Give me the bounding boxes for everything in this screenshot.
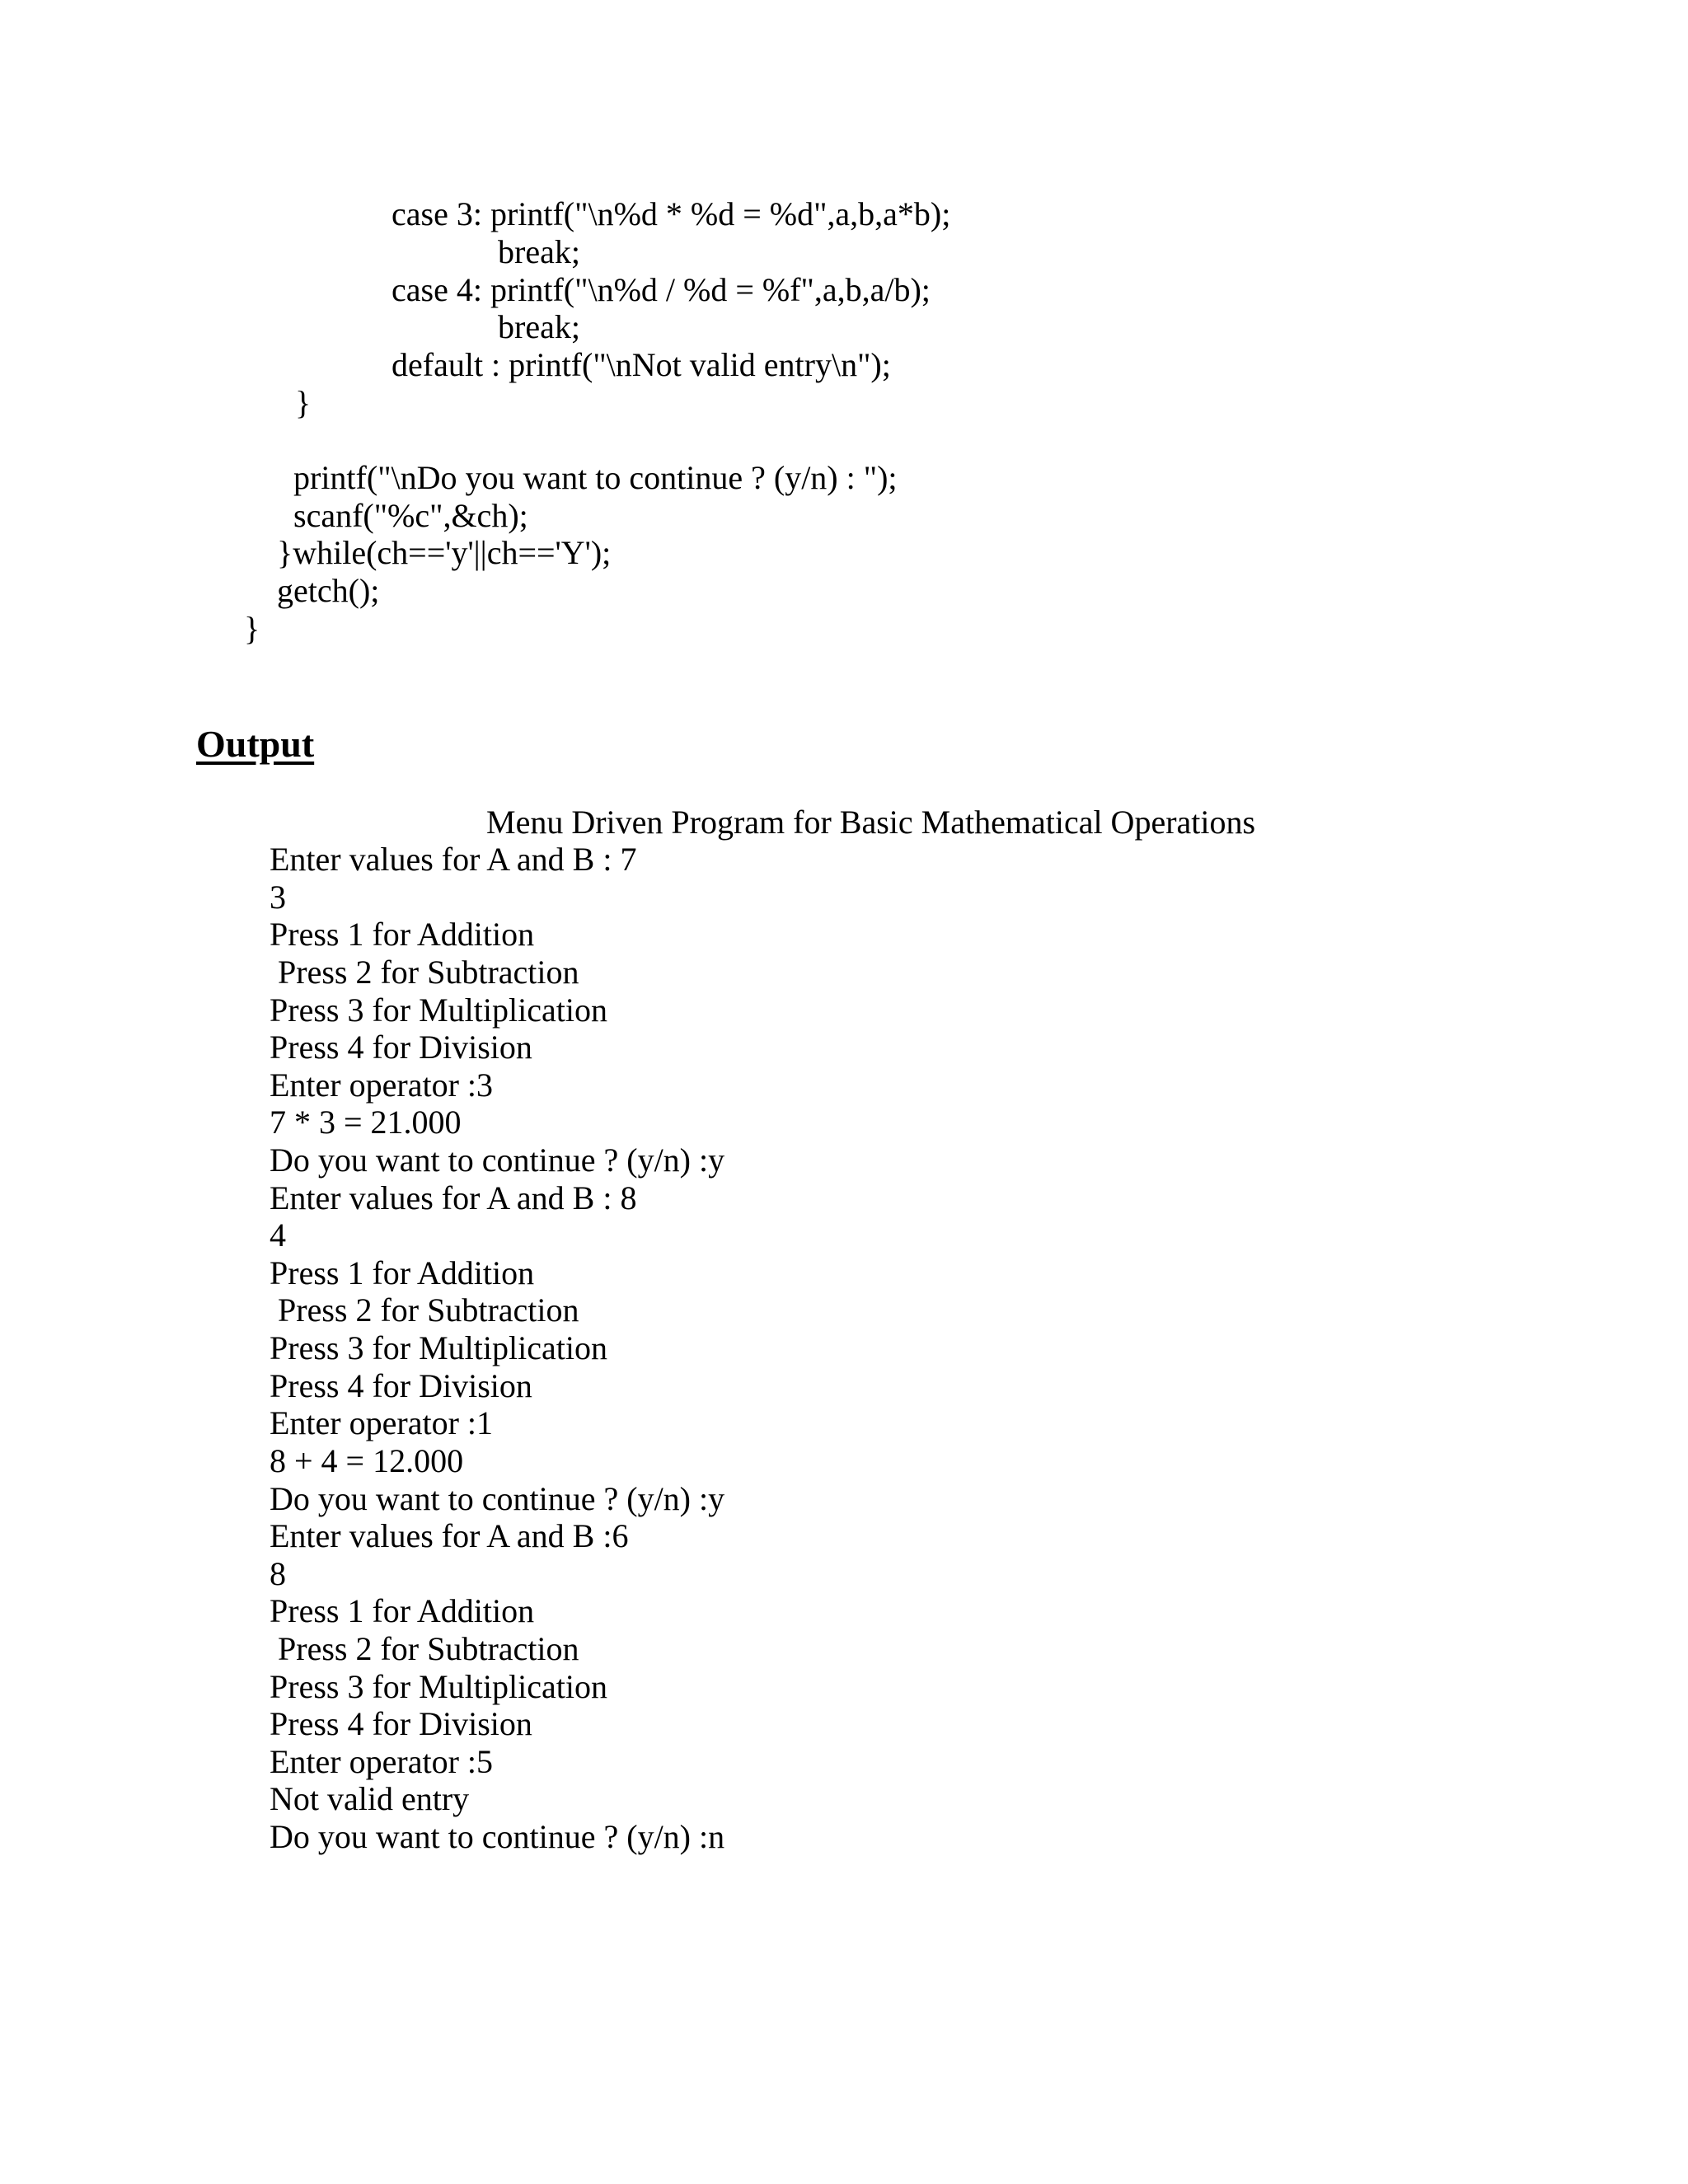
output-line: Press 4 for Division [270, 1705, 532, 1742]
output-line: Press 1 for Addition [270, 1592, 535, 1629]
output-line: Press 2 for Subtraction [270, 954, 579, 991]
output-line: Enter values for A and B : 8 [270, 1179, 637, 1216]
output-line: Press 4 for Division [270, 1029, 532, 1066]
code-line: case 4: printf("\n%d / %d = %f",a,b,a/b); [392, 271, 931, 308]
code-line: } [244, 610, 260, 647]
output-line: Enter operator :3 [270, 1066, 493, 1104]
output-line: 4 [270, 1216, 286, 1254]
output-line: Do you want to continue ? (y/n) :y [270, 1480, 725, 1517]
output-line: Press 3 for Multiplication [270, 1329, 607, 1366]
output-line: Press 3 for Multiplication [270, 1668, 607, 1705]
code-line: break; [498, 233, 580, 270]
output-line: 7 * 3 = 21.000 [270, 1104, 462, 1141]
code-line: } [295, 384, 312, 421]
output-line: Enter values for A and B : 7 [270, 841, 637, 878]
code-line: printf("\nDo you want to continue ? (y/n) : "); [293, 459, 898, 496]
code-line: }while(ch=='y'||ch=='Y'); [277, 534, 612, 571]
code-line: default : printf("\nNot valid entry\n"); [392, 346, 891, 383]
output-line: 3 [270, 879, 286, 916]
output-line: Press 2 for Subtraction [270, 1291, 579, 1329]
output-line: Not valid entry [270, 1780, 470, 1817]
code-line: case 3: printf("\n%d * %d = %d",a,b,a*b); [392, 195, 951, 232]
code-line: scanf("%c",&ch); [293, 497, 528, 534]
output-heading: Output [196, 723, 315, 765]
output-line: Enter values for A and B :6 [270, 1517, 629, 1554]
output-line: 8 [270, 1555, 286, 1592]
output-line: Press 1 for Addition [270, 916, 535, 953]
output-title: Menu Driven Program for Basic Mathematical Operations [486, 804, 1256, 841]
output-line: Press 3 for Multiplication [270, 991, 607, 1029]
output-line: Do you want to continue ? (y/n) :y [270, 1141, 725, 1179]
output-line: Press 1 for Addition [270, 1254, 535, 1291]
output-line: 8 + 4 = 12.000 [270, 1442, 464, 1479]
output-line: Press 4 for Division [270, 1367, 532, 1404]
code-line: getch(); [277, 572, 380, 609]
output-line: Do you want to continue ? (y/n) :n [270, 1818, 725, 1855]
output-line: Enter operator :5 [270, 1743, 493, 1780]
output-line: Enter operator :1 [270, 1404, 493, 1441]
output-line: Press 2 for Subtraction [270, 1630, 579, 1667]
code-line: break; [498, 308, 580, 345]
